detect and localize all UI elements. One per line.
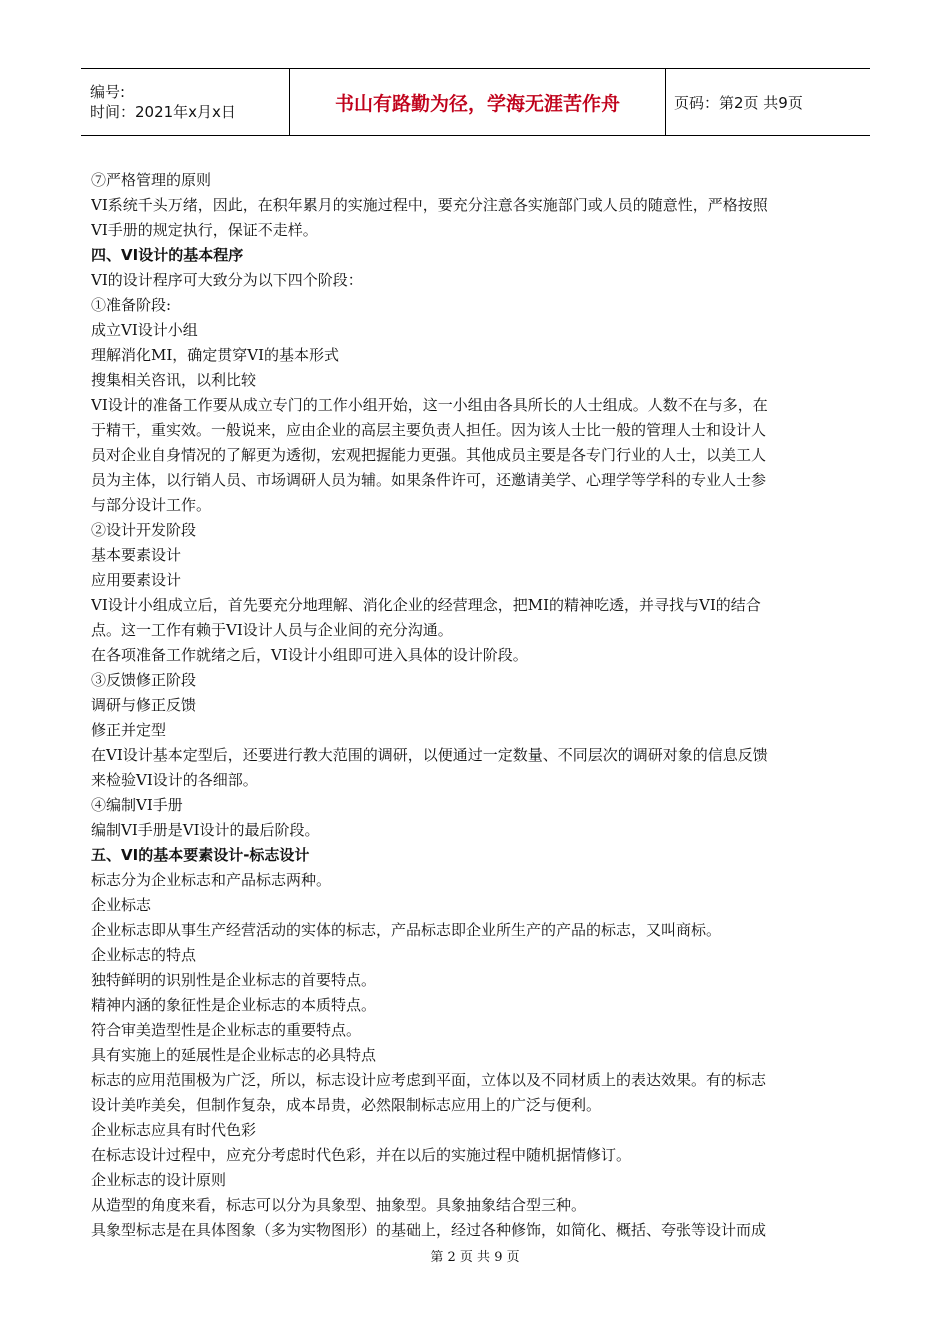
text-line: 具有实施上的延展性是企业标志的必具特点 [91,1046,377,1064]
text-line: 修正并定型 [91,721,167,739]
header-left-cell [81,69,290,136]
document-date-label: 时间：2021年x月x日 [90,103,236,121]
text-line: 企业标志即从事生产经营活动的实体的标志，产品标志即企业所生产的产品的标志，又叫商标。 [91,921,722,939]
document-code-label: 编号: [90,83,126,101]
text-line: VI设计的准备工作要从成立专门的工作小组开始，这一小组由各具所长的人士组成。人数不在与多，在 [91,396,768,414]
text-line: ③反馈修正阶段 [91,671,197,689]
text-line: 编制VI手册是VI设计的最后阶段。 [91,821,320,839]
text-line: VI手册的规定执行，保证不走样。 [91,221,318,239]
text-line: 符合审美造型性是企业标志的重要特点。 [91,1021,362,1039]
text-line: 理解消化MI，确定贯穿VI的基本形式 [91,346,340,364]
text-line: 从造型的角度来看，标志可以分为具象型、抽象型。具象抽象结合型三种。 [91,1196,587,1214]
text-line: ①准备阶段: [91,296,172,314]
text-line: 搜集相关咨讯，以利比较 [91,371,257,389]
text-line: ⑦严格管理的原则 [91,171,212,189]
text-line: 企业标志应具有时代色彩 [91,1121,257,1139]
text-line: 成立VI设计小组 [91,321,198,339]
text-line: ②设计开发阶段 [91,521,197,539]
section-heading: 四、VI设计的基本程序 [91,246,244,264]
text-line: 企业标志 [91,896,152,914]
text-line: 调研与修正反馈 [91,696,197,714]
text-line: 标志分为企业标志和产品标志两种。 [91,871,332,889]
text-line: ④编制VI手册 [91,796,183,814]
text-line: 精神内涵的象征性是企业标志的本质特点。 [91,996,377,1014]
page-footer: 第 2 页 共 9 页 [430,1250,520,1265]
text-line: 与部分设计工作。 [91,496,212,514]
text-line: 应用要素设计 [91,571,182,589]
text-line: 员为主体，以行销人员、市场调研人员为辅。如果条件许可，还邀请美学、心理学等学科的专业人士参 [91,471,767,489]
text-line: 点。这一工作有赖于VI设计人员与企业间的充分沟通。 [91,621,453,639]
text-line: 员对企业自身情况的了解更为透彻，宏观把握能力更强。其他成员主要是各专门行业的人士，以美工人 [91,446,767,464]
text-line: 具象型标志是在具体图象（多为实物图形）的基础上，经过各种修饰，如简化、概括、夸张等设计而成 [91,1221,767,1239]
text-line: 标志的应用范围极为广泛，所以，标志设计应考虑到平面，立体以及不同材质上的表达效果。有的标志 [91,1071,767,1089]
text-line: 在VI设计基本定型后，还要进行教大范围的调研，以便通过一定数量、不同层次的调研对象的信息反馈 [91,746,768,764]
text-line: VI的设计程序可大致分为以下四个阶段： [91,271,363,289]
page-header [81,68,870,136]
text-line: 独特鲜明的识别性是企业标志的首要特点。 [91,971,377,989]
text-line: 基本要素设计 [91,546,182,564]
text-line: VI系统千头万绪，因此，在积年累月的实施过程中，要充分注意各实施部门或人员的随意性，严格按照 [91,196,768,214]
text-line: 来检验VI设计的各细部。 [91,771,258,789]
text-line: 企业标志的特点 [91,946,197,964]
text-line: 在各项准备工作就绪之后，VI设计小组即可进入具体的设计阶段。 [91,646,528,664]
text-line: VI设计小组成立后，首先要充分地理解、消化企业的经营理念，把MI的精神吃透，并寻找与VI的结合 [91,596,761,614]
header-page-number: 页码：第2页 共9页 [666,69,871,136]
text-line: 企业标志的设计原则 [91,1171,227,1189]
document-body [91,168,867,1243]
text-line: 设计美咋美矣，但制作复杂，成本昂贵，必然限制标志应用上的广泛与便利。 [91,1096,602,1114]
section-heading: 五、VI的基本要素设计-标志设计 [91,846,310,864]
text-line: 在标志设计过程中，应充分考虑时代色彩，并在以后的实施过程中随机据情修订。 [91,1146,632,1164]
header-motto: 书山有路勤为径，学海无涯苦作舟 [290,69,666,136]
text-line: 于精干，重实效。一般说来，应由企业的高层主要负责人担任。因为该人士比一般的管理人士和设计人 [91,421,767,439]
